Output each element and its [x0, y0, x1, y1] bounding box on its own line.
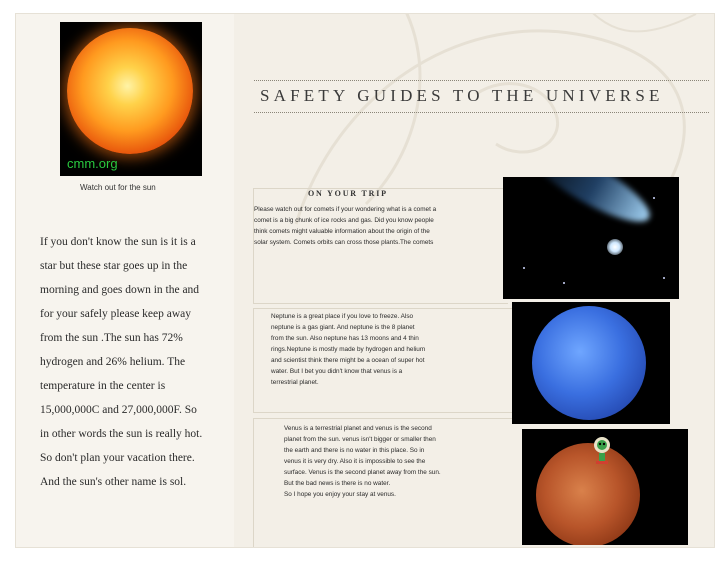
- sun-caption: Watch out for the sun: [80, 183, 156, 192]
- sun-line: And the sun's other name is sol.: [40, 476, 187, 488]
- neptune-line: terrestrial planet.: [271, 379, 319, 386]
- neptune-paragraph: [271, 311, 425, 388]
- comet-line: think comets might valuable information about the origin of the: [254, 228, 430, 235]
- comet-line: Please watch out for comets if your wondering what is a comet a: [254, 206, 437, 213]
- image-watermark: cmm.org: [67, 156, 118, 171]
- venus-line: the earth and there is no water in this place. So in: [284, 447, 425, 454]
- sun-line: morning and goes down in the and: [40, 284, 200, 296]
- sun-line: star but these star goes up in the: [40, 260, 188, 272]
- comet-head: [607, 239, 623, 255]
- sun-line: for your safely please keep away: [40, 308, 192, 320]
- comet-paragraph: [254, 204, 436, 248]
- header-rule-bottom: [254, 112, 709, 113]
- alien-icon: [588, 435, 616, 465]
- neptune-line: rings.Neptune is mostly made by hydrogen and helium: [271, 346, 426, 353]
- neptune-image: [512, 302, 670, 424]
- neptune-line: Neptune is a great place if you love to freeze. Also: [271, 313, 414, 320]
- sun-line: hydrogen and 26% helium. The: [40, 356, 186, 368]
- sun-line: If you don't know the sun is it is a: [40, 236, 196, 248]
- venus-line: surface. Venus is the second planet away from the sun.: [284, 469, 441, 476]
- comet-image: [503, 177, 679, 299]
- sun-line: in other words the sun is really hot.: [40, 428, 203, 440]
- sun-line: from the sun .The sun has 72%: [40, 332, 183, 344]
- comet-tail: [518, 177, 658, 234]
- sun-disc: [67, 28, 193, 154]
- venus-line: venus it is very dry. Also it is impossible to see the: [284, 458, 426, 465]
- venus-image: [522, 429, 688, 545]
- neptune-line: and scientist think there might be a ocean of super hot: [271, 357, 425, 364]
- comet-line: solar system. Comets orbits can cross those plants.The comets: [254, 239, 434, 246]
- sun-line: So don't plan your vacation there.: [40, 452, 195, 464]
- venus-line: planet from the sun. venus isn't bigger or smaller then: [284, 436, 436, 443]
- neptune-line: water. But I bet you didn't know that venus is a: [271, 368, 403, 375]
- page: [16, 14, 714, 547]
- venus-line: So I hope you enjoy your stay at venus.: [284, 491, 396, 498]
- neptune-line: neptune is a gas giant. And neptune is the 8 planet: [271, 324, 415, 331]
- trip-heading: ON YOUR TRIP: [308, 189, 388, 198]
- sun-line: temperature in the center is: [40, 380, 166, 392]
- sun-line: 15,000,000C and 27,000,000F. So: [40, 404, 197, 416]
- neptune-line: from the sun. Also neptune has 13 moons and 4 thin: [271, 335, 419, 342]
- venus-line: Venus is a terrestrial planet and venus is the second: [284, 425, 432, 432]
- venus-line: But the bad news is there is no water.: [284, 480, 391, 487]
- neptune-disc: [532, 306, 646, 420]
- sun-body-text: [40, 230, 240, 494]
- header-rule-top: [254, 80, 709, 81]
- page-title: SAFETY GUIDES TO THE UNIVERSE: [260, 86, 664, 105]
- sun-image: [60, 22, 202, 176]
- comet-line: comet is a big chunk of ice rocks and gas. Did you know people: [254, 217, 434, 224]
- venus-paragraph: [284, 423, 441, 500]
